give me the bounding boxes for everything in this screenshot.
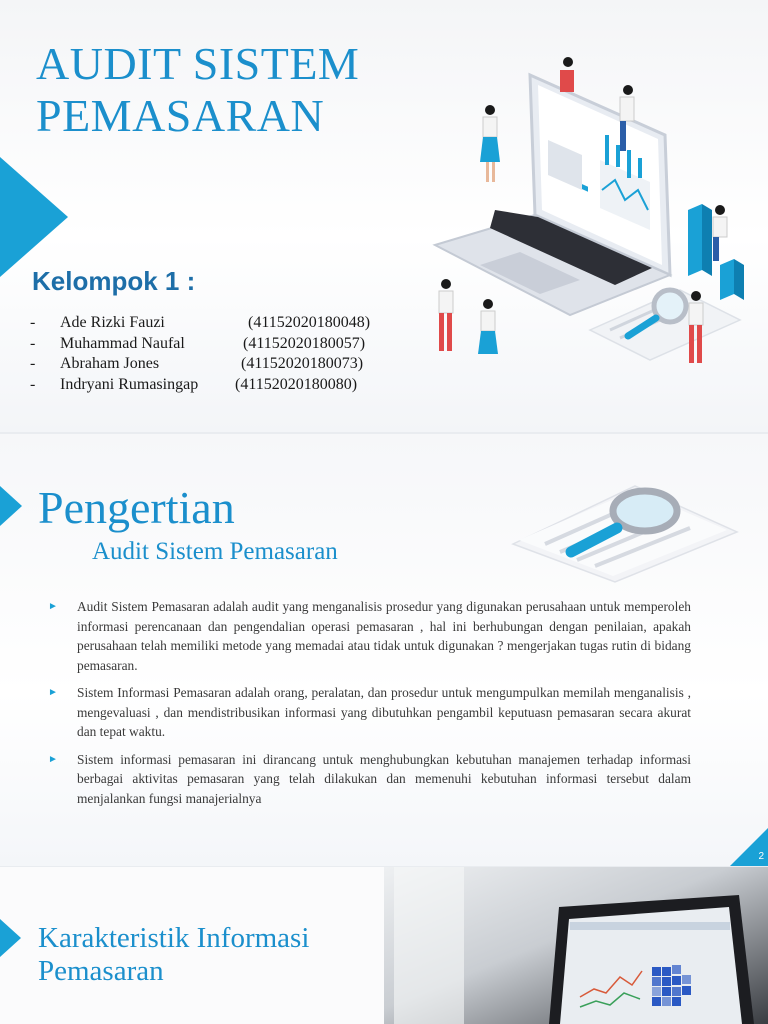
laptop-photo xyxy=(384,867,768,1024)
slide-heading xyxy=(38,922,309,988)
laptop-illustration xyxy=(420,40,760,390)
triangle-bullet-icon: ► xyxy=(48,601,58,612)
page-number: 2 xyxy=(758,851,764,862)
definition-item xyxy=(46,597,691,675)
definition-text: Sistem Informasi Pemasaran adalah orang, peralatan, dan prosedur untuk mengumpulkan memilah menganalisis , mengevaluasi , dan mendistribusikan informasi yang dibutuhkan pengambil keputuasn pemasaran secara akurat dan tepat waktu. xyxy=(77,685,691,739)
dash-bullet: - xyxy=(30,314,36,331)
accent-triangle xyxy=(0,919,21,957)
member-nim: (41152020180048) xyxy=(248,314,371,331)
title-line-2: Pemasaran xyxy=(38,955,164,987)
group-label: Kelompok 1 : xyxy=(32,266,196,296)
member-nim: (41152020180073) xyxy=(241,355,364,372)
title-line-1: Karakteristik Informasi xyxy=(38,922,310,954)
member-name: Muhammad Naufal xyxy=(60,334,185,352)
definition-text: Audit Sistem Pemasaran adalah audit yang menganalisis prosedur yang digunakan perusahaan untuk memperoleh informasi perencanaan dan pengendalian operasi pemasaran , hal ini berhubungan dengan penilaian, apakah perusahaan telah memiliki metode yang memadai atau tidak untuk digunakan ? mengerjakan tugas rutin di bidang pemasaran. xyxy=(77,599,691,673)
triangle-bullet-icon: ► xyxy=(48,687,58,698)
definition-item xyxy=(46,750,691,809)
member-name: Indryani Rumasingap xyxy=(60,375,199,393)
slide-heading: Pengertian xyxy=(38,482,235,533)
slide-title xyxy=(0,0,768,432)
member-name: Ade Rizki Fauzi xyxy=(60,314,165,331)
member-nim: (41152020180080) xyxy=(235,375,358,393)
definition-item xyxy=(46,683,691,742)
title-line-1: AUDIT SISTEM xyxy=(36,38,360,89)
presentation-title xyxy=(36,38,359,142)
slide-subheading: Audit Sistem Pemasaran xyxy=(92,538,338,565)
member-nim: (41152020180057) xyxy=(243,334,366,352)
member-name: Abraham Jones xyxy=(60,355,160,372)
title-line-2: PEMASARAN xyxy=(36,90,325,141)
dash-bullet: - xyxy=(30,355,36,372)
definition-list xyxy=(46,597,691,816)
accent-triangle xyxy=(0,486,22,526)
dash-bullet: - xyxy=(30,334,36,352)
slide-karakteristik xyxy=(0,867,768,1024)
slide-pengertian xyxy=(0,434,768,866)
dash-bullet: - xyxy=(30,375,36,393)
triangle-bullet-icon: ► xyxy=(48,753,58,765)
accent-triangle xyxy=(0,157,68,277)
magnifier-document-illustration xyxy=(505,474,745,584)
definition-text: Sistem informasi pemasaran ini dirancang untuk menghubungkan kebutuhan manajemen terhadap informasi berbagai aktivitas pemasaran yang telah dilakukan dan memenuhi kebutuhan informasi tersebut dalam menjalankan fungsi manajerialnya xyxy=(77,751,691,806)
